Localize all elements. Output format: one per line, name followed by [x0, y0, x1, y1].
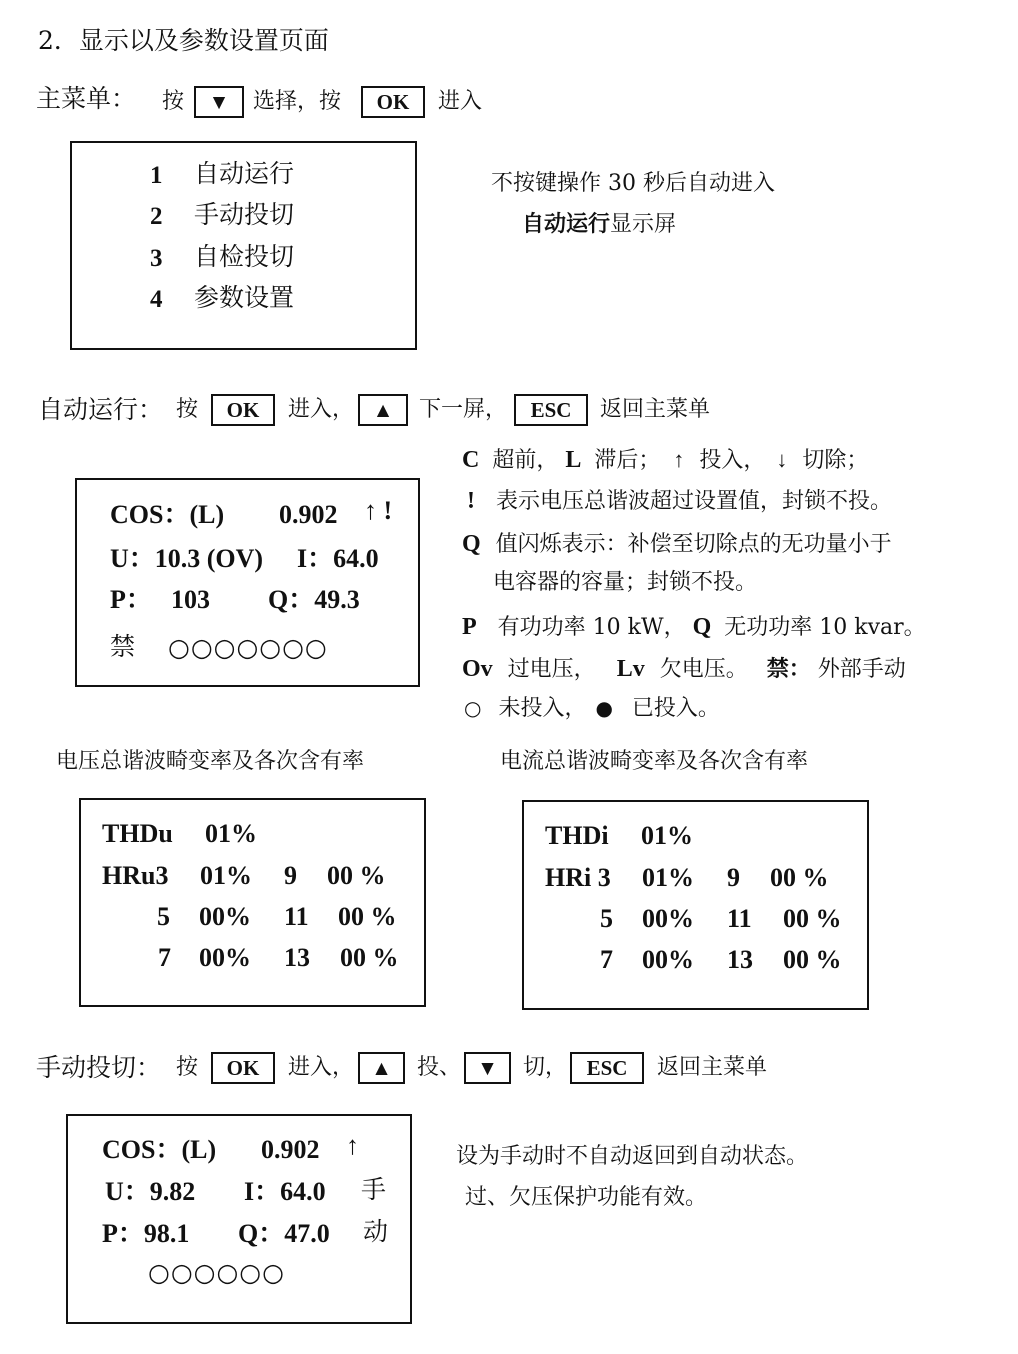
legend-q2: Q — [692, 614, 712, 640]
harmonic-order: 9 — [727, 863, 740, 892]
legend-line-7 — [464, 698, 720, 720]
manual-heading: 手动投切： — [36, 1053, 162, 1082]
harmonic-value: 00 % — [770, 863, 829, 892]
manual-on-text: 投、 — [417, 1055, 462, 1080]
legend-p-text: 有功功率 10 kW， — [497, 615, 686, 640]
legend-forbid-text: 外部手动 — [817, 657, 906, 682]
menu-item-num: 1 — [150, 162, 163, 189]
hr-label: HRu3 — [102, 861, 169, 890]
harmonic-value: 01% — [642, 863, 694, 892]
harmonic-value: 00 % — [338, 902, 397, 931]
hr-label: HRi 3 — [545, 863, 611, 892]
harmonic-value: 00% — [642, 945, 694, 974]
legend-line-3 — [462, 532, 892, 556]
main-menu-select-text: 选择，按 — [253, 89, 342, 114]
manual-note-2: 过、欠压保护功能有效。 — [465, 1185, 708, 1210]
manual-press: 按 — [176, 1055, 199, 1080]
legend-p: P — [462, 614, 477, 640]
current-readout: I：64.0 — [297, 544, 379, 573]
manual-note-1: 设为手动时不自动返回到自动状态。 — [456, 1144, 809, 1169]
main-menu-screen — [70, 141, 417, 350]
harmonic-value: 00 % — [327, 861, 386, 890]
down-arrow-icon: ↓ — [776, 447, 788, 472]
warning-icon: ! — [467, 488, 475, 514]
up-arrow-icon: ↑ — [673, 447, 685, 472]
capacitor-status-circles: ○○○○○○ — [148, 1258, 285, 1287]
auto-run-emphasis: 自动运行 — [522, 211, 611, 237]
harmonic-order: 9 — [284, 861, 297, 890]
harmonic-order: 5 — [157, 902, 170, 931]
harmonic-value: 00% — [199, 943, 251, 972]
harmonic-value: 00 % — [340, 943, 399, 972]
legend-l: L — [565, 447, 582, 473]
down-key[interactable]: ▼ — [194, 86, 244, 118]
reactive-power-readout: Q：47.0 — [238, 1219, 330, 1248]
ok-key[interactable]: OK — [211, 1052, 275, 1084]
auto-run-enter-text: 进入， — [288, 397, 355, 422]
section-title: 2．显示以及参数设置页面 — [38, 26, 329, 55]
legend-line-6 — [462, 657, 906, 681]
auto-run-screen — [75, 478, 420, 687]
legend-q-text-1: 值闪烁表示：补偿至切除点的无功量小于 — [495, 532, 892, 557]
auto-run-heading: 自动运行： — [38, 395, 164, 424]
main-menu-press: 按 — [162, 89, 185, 114]
menu-item-num: 3 — [150, 245, 163, 272]
active-power-label: P： — [110, 585, 152, 614]
auto-run-return-text: 返回主菜单 — [600, 397, 711, 422]
thd-value: 01% — [641, 821, 693, 850]
current-readout: I：64.0 — [244, 1177, 326, 1206]
cos-label: COS：(L) — [102, 1135, 217, 1164]
auto-run-next-text: 下一屏， — [419, 397, 508, 422]
legend-lv-text: 欠电压。 — [659, 657, 748, 682]
active-power-value: 103 — [171, 585, 210, 614]
thd-label: THDu — [102, 819, 173, 848]
legend-filled-text: 已投入。 — [631, 696, 720, 721]
current-harmonics-screen — [522, 800, 869, 1010]
cos-value: 0.902 — [279, 500, 338, 529]
harmonic-order: 7 — [158, 943, 171, 972]
auto-run-press: 按 — [176, 397, 199, 422]
legend-line-2 — [467, 489, 892, 513]
voltage-harmonics-caption: 电压总谐波畸变率及各次含有率 — [56, 749, 365, 774]
current-harmonics-caption: 电流总谐波畸变率及各次含有率 — [500, 749, 809, 774]
down-key[interactable]: ▼ — [464, 1052, 511, 1084]
active-power-readout: P：98.1 — [102, 1219, 190, 1248]
legend-q2-text: 无功功率 10 kvar。 — [724, 615, 926, 640]
legend-up-text: 投入， — [699, 448, 766, 473]
manual-return-text: 返回主菜单 — [657, 1055, 768, 1080]
harmonic-order: 13 — [727, 945, 753, 974]
cos-value: 0.902 — [261, 1135, 320, 1164]
status-flags: ↑ ! — [364, 496, 393, 525]
thd-label: THDi — [545, 821, 609, 850]
harmonic-order: 13 — [284, 943, 310, 972]
legend-line-5 — [462, 615, 926, 639]
menu-item-label: 参数设置 — [194, 283, 295, 312]
harmonic-value: 00 % — [783, 945, 842, 974]
legend-l-text: 滞后； — [594, 448, 661, 473]
menu-item-label: 自检投切 — [194, 242, 295, 271]
harmonic-value: 00 % — [783, 904, 842, 933]
harmonic-order: 7 — [600, 945, 613, 974]
esc-key[interactable]: ESC — [570, 1052, 644, 1084]
main-menu-enter-text: 进入 — [438, 89, 483, 114]
legend-ov-text: 过电压， — [507, 657, 596, 682]
legend-q: Q — [462, 531, 481, 557]
up-key[interactable]: ▲ — [358, 394, 408, 426]
legend-c-text: 超前， — [492, 448, 559, 473]
auto-entry-note-2 — [522, 213, 676, 236]
main-menu-heading: 主菜单： — [36, 84, 137, 113]
up-key[interactable]: ▲ — [358, 1052, 405, 1084]
harmonic-order: 11 — [727, 904, 752, 933]
menu-item-label: 自动运行 — [194, 159, 295, 188]
ok-key[interactable]: OK — [361, 86, 425, 118]
voltage-readout: U：10.3 (OV) — [110, 544, 264, 573]
esc-key[interactable]: ESC — [514, 394, 588, 426]
legend-line-1 — [462, 448, 868, 472]
filled-circle-icon: ● — [595, 696, 613, 720]
ok-key[interactable]: OK — [211, 394, 275, 426]
auto-entry-note-rest: 显示屏 — [610, 212, 677, 237]
voltage-readout: U：9.82 — [105, 1177, 196, 1206]
capacitor-status-circles: ○○○○○○○ — [168, 633, 328, 662]
legend-c: C — [462, 447, 480, 473]
up-arrow-icon: ↑ — [346, 1131, 359, 1160]
legend-down-text: 切除； — [802, 448, 869, 473]
manual-enter-text: 进入， — [288, 1055, 355, 1080]
harmonic-value: 00% — [642, 904, 694, 933]
forbid-indicator: 禁 — [110, 632, 136, 661]
manual-off-text: 切， — [523, 1055, 568, 1080]
menu-item-num: 4 — [150, 286, 163, 313]
legend-forbid: 禁： — [766, 656, 811, 682]
legend-open-text: 未投入， — [498, 696, 587, 721]
harmonic-value: 01% — [200, 861, 252, 890]
cos-label: COS：(L) — [110, 500, 225, 529]
reactive-power-readout: Q：49.3 — [268, 585, 360, 614]
harmonic-order: 11 — [284, 902, 309, 931]
voltage-harmonics-screen — [79, 798, 426, 1007]
menu-item-num: 2 — [150, 203, 163, 230]
thd-value: 01% — [205, 819, 257, 848]
harmonic-value: 00% — [199, 902, 251, 931]
legend-q-text-2: 电容器的容量；封锁不投。 — [493, 570, 758, 595]
menu-item-label: 手动投切 — [194, 200, 295, 229]
open-circle-icon: ○ — [464, 696, 482, 720]
manual-screen — [66, 1114, 412, 1324]
manual-mode-label-1: 手 — [361, 1175, 387, 1204]
manual-mode-label-2: 动 — [363, 1217, 389, 1246]
harmonic-order: 5 — [600, 904, 613, 933]
auto-entry-note: 不按键操作 30 秒后自动进入 — [491, 171, 775, 196]
legend-lv: Lv — [616, 656, 645, 682]
legend-excl-text: 表示电压总谐波超过设置值，封锁不投。 — [496, 489, 893, 514]
legend-ov: Ov — [462, 656, 493, 682]
